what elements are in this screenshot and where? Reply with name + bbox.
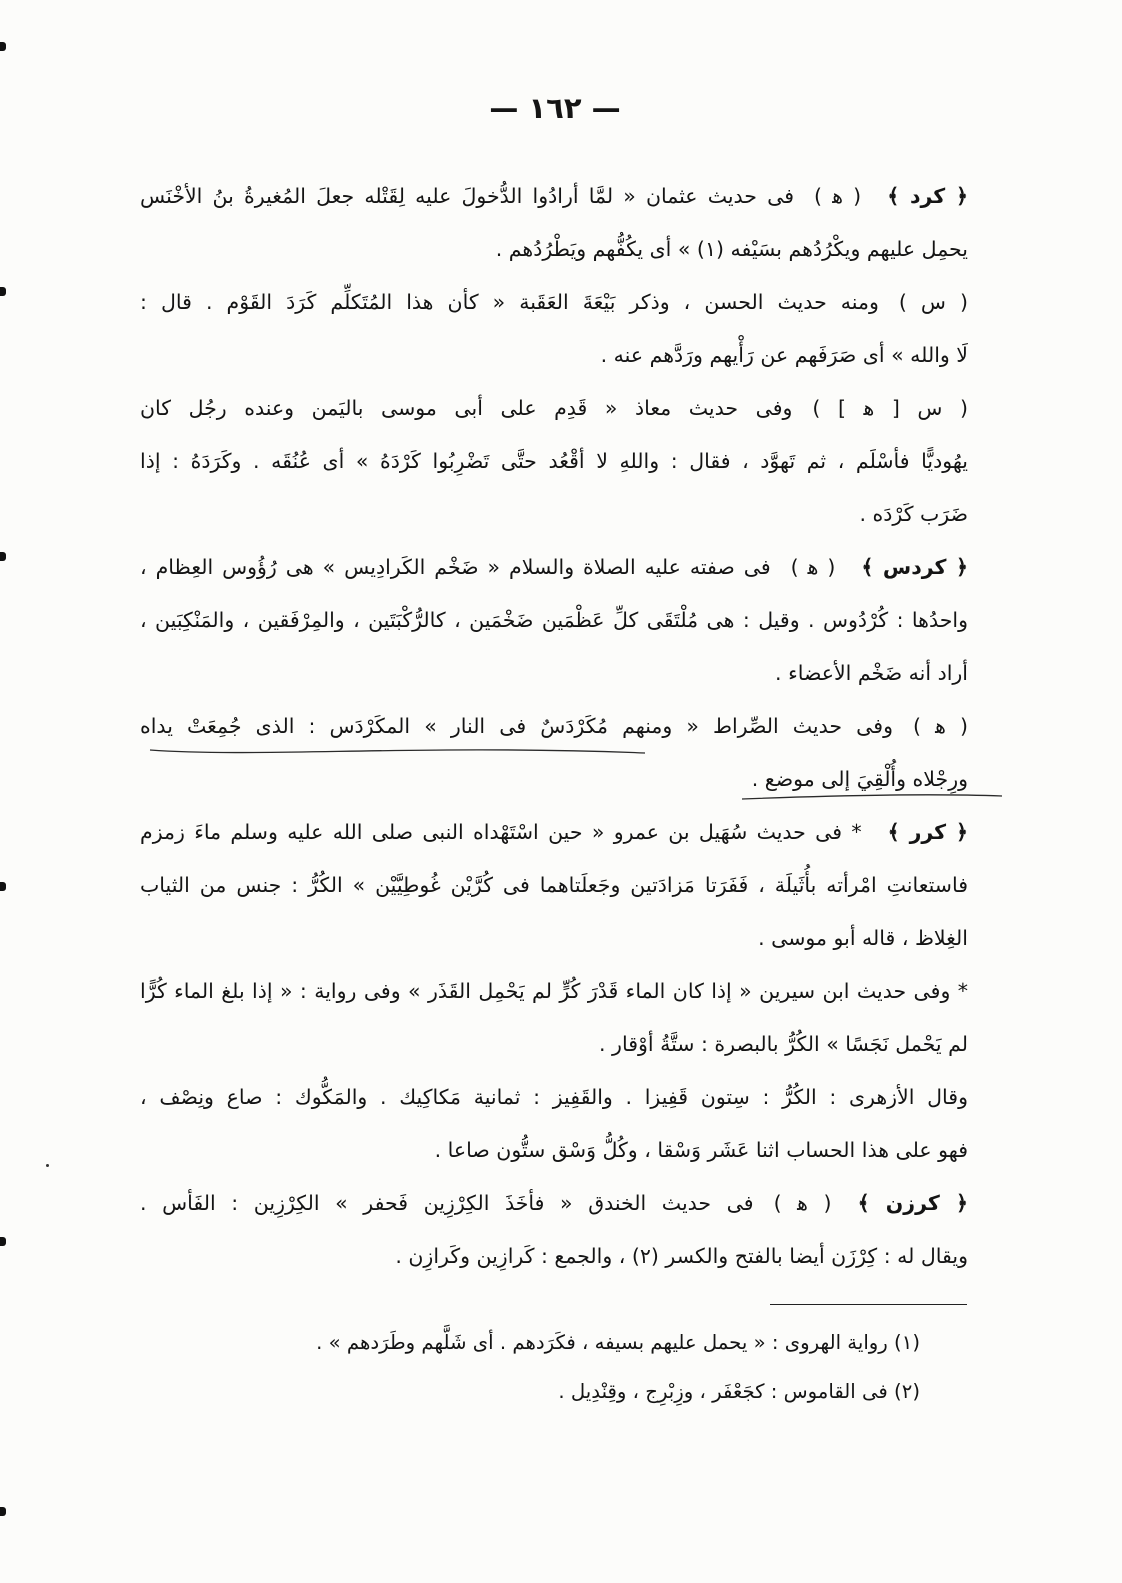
main-text xyxy=(140,170,968,1283)
source-siglum: ( س [ ﻫ ] ) xyxy=(812,396,968,420)
source-siglum: ( ﻫ ) xyxy=(912,714,968,738)
text-line: الغِلاظ ، قاله أبو موسى . xyxy=(758,926,968,950)
text-line: وقال الأزهرى : الكُرُّ : سِتون قَفِيزا . والقَفِيز : ثمانية مَكاكِيك . والمَكُّوك : صاع ونِصْف ، xyxy=(140,1085,968,1109)
footnote: (١) رواية الهروى : « يحمل عليهم بسيفه ، فكَرَدهم . أى شَلَّهم وطَرَدهم » . xyxy=(316,1331,920,1354)
line-text: فى صفته عليه الصلاة والسلام « ضَخْم الكَرادِيس » هى رُؤُوس العِظام ، xyxy=(140,555,771,579)
text-line xyxy=(140,700,968,753)
text-line: يهُوديًّا فأسْلَم ، ثم تَهوَّد ، فقال : واللهِ لا أقْعُد حتَّى تَضْرِبُوا كَرْدَهُ » أى عُنُقَه . وكَرَدَهُ : إذا xyxy=(140,449,968,473)
entry-karar-sirin xyxy=(140,965,968,1071)
scan-mark xyxy=(0,1237,6,1246)
text-line: يحمِل عليهم ويكْرُدُهم بسَيْفه (١) » أى يكُفُّهم ويَطْرُدُهم . xyxy=(495,237,968,261)
footnote: (٢) فى القاموس : كجَعْفَر ، وزِبْرِج ، وقِنْدِيل . xyxy=(558,1380,920,1403)
scan-dot xyxy=(46,1164,49,1167)
source-siglum: ( ﻫ ) xyxy=(773,1191,832,1215)
entry-kard-muadh xyxy=(140,382,968,541)
text-line xyxy=(140,806,968,859)
text-line: فهو على هذا الحساب اثنا عَشَر وَسْقا ، وكُلُّ وَسْق ستُّون صاعا . xyxy=(434,1138,968,1162)
footnotes xyxy=(140,1318,920,1416)
text-line: لَا والله » أى صَرَفَهم عن رَأْيهم ورَدَّهم عنه . xyxy=(600,343,968,367)
entry-kard-hasan xyxy=(140,276,968,382)
text-line: فاستعانتِ امْرأته بأُثَيلَة ، فَفَرَتا مَزادَتين وجَعلَتاهما فى كُرَّيْن غُوطِيَّيْن » الكُرُّ : جنس من الثياب xyxy=(140,873,968,897)
scan-mark xyxy=(0,42,6,51)
scan-mark xyxy=(0,552,6,561)
line-text: * فى حديث سُهَيل بن عمرو « حين اسْتَهْداه النبى صلى الله عليه وسلم ماءَ زمزم xyxy=(140,820,862,844)
text-line: ورِجْلاه وأُلْقِيَ إلى موضع . xyxy=(751,767,968,791)
headword: ﴿ كرر ﴾ xyxy=(887,820,968,844)
entry-karar xyxy=(140,806,968,965)
entry-kardas xyxy=(140,541,968,700)
text-line xyxy=(140,276,968,329)
page-number: — ١٦٢ — xyxy=(489,91,621,125)
line-text: فى حديث عثمان « لمَّا أرادُوا الدُّخولَ عليه لِقَتْله جعلَ المُغيرةُ بنُ الأخْنَس xyxy=(140,184,795,208)
headword: ﴿ كردس ﴾ xyxy=(861,555,968,579)
entry-karar-azhari xyxy=(140,1071,968,1177)
text-line: أراد أنه ضَخْم الأعضاء . xyxy=(775,661,968,685)
source-siglum: ( س ) xyxy=(898,290,968,314)
source-siglum: ( ﻫ ) xyxy=(790,555,836,579)
line-text: وفى حديث الصِّراط « ومنهم مُكَرْدَسٌ فى النار » المكَرْدَس : الذى جُمِعَتْ يداه xyxy=(140,714,893,738)
footnote-rule xyxy=(770,1304,967,1305)
text-line xyxy=(140,382,968,435)
scan-mark xyxy=(0,287,6,296)
line-text: فى حديث الخندق « فأخَذَ الكِرْزِين فَحفر » الكِرْزِين : الفَأس . xyxy=(140,1191,754,1215)
headword: ﴿ كرزن ﴾ xyxy=(857,1191,968,1215)
line-text: وفى حديث معاذ « قَدِم على أبى موسى باليَمن وعنده رجُل كان xyxy=(140,396,793,420)
text-line: ويقال له : كِرْزَن أيضا بالفتح والكسر (٢) ، والجمع : كَرازِين وكَرازِن . xyxy=(395,1244,968,1268)
text-line: واحدُها : كُرْدُوس . وقيل : هى مُلْتَقَى كلِّ عَظْمَين ضَخْمَين ، كالرُّكْبَتَين ، والمِرْفَقين ، والمَنْكِبَين ، xyxy=(140,608,968,632)
headword: ﴿ كرد ﴾ xyxy=(887,184,968,208)
scan-mark xyxy=(0,1507,6,1516)
text-line xyxy=(140,170,968,223)
text-line xyxy=(140,1177,968,1230)
line-text: ومنه حديث الحسن ، وذكر بَيْعَةَ العَقَبة « كأن هذا المُتَكلِّم كَرَدَ القَوْم . قال : xyxy=(140,290,879,314)
text-line xyxy=(140,541,968,594)
text-line: * وفى حديث ابن سيرين « إذا كان الماء قَدْرَ كُرٍّ لم يَحْمِل القَذَر » وفى رواية : « إذا بلغ الماء كُرًّا xyxy=(140,979,968,1003)
entry-karzan xyxy=(140,1177,968,1283)
entry-kardas-sirat xyxy=(140,700,968,806)
text-line: ضَرَب كَرْدَه . xyxy=(859,502,968,526)
scan-mark xyxy=(0,882,6,891)
entry-kard xyxy=(140,170,968,276)
source-siglum: ( ﻫ ) xyxy=(814,184,862,208)
text-line: لم يَحْمل نَجَسًا » الكُرُّ بالبصرة : ستَّةُ أوْقار . xyxy=(599,1032,968,1056)
